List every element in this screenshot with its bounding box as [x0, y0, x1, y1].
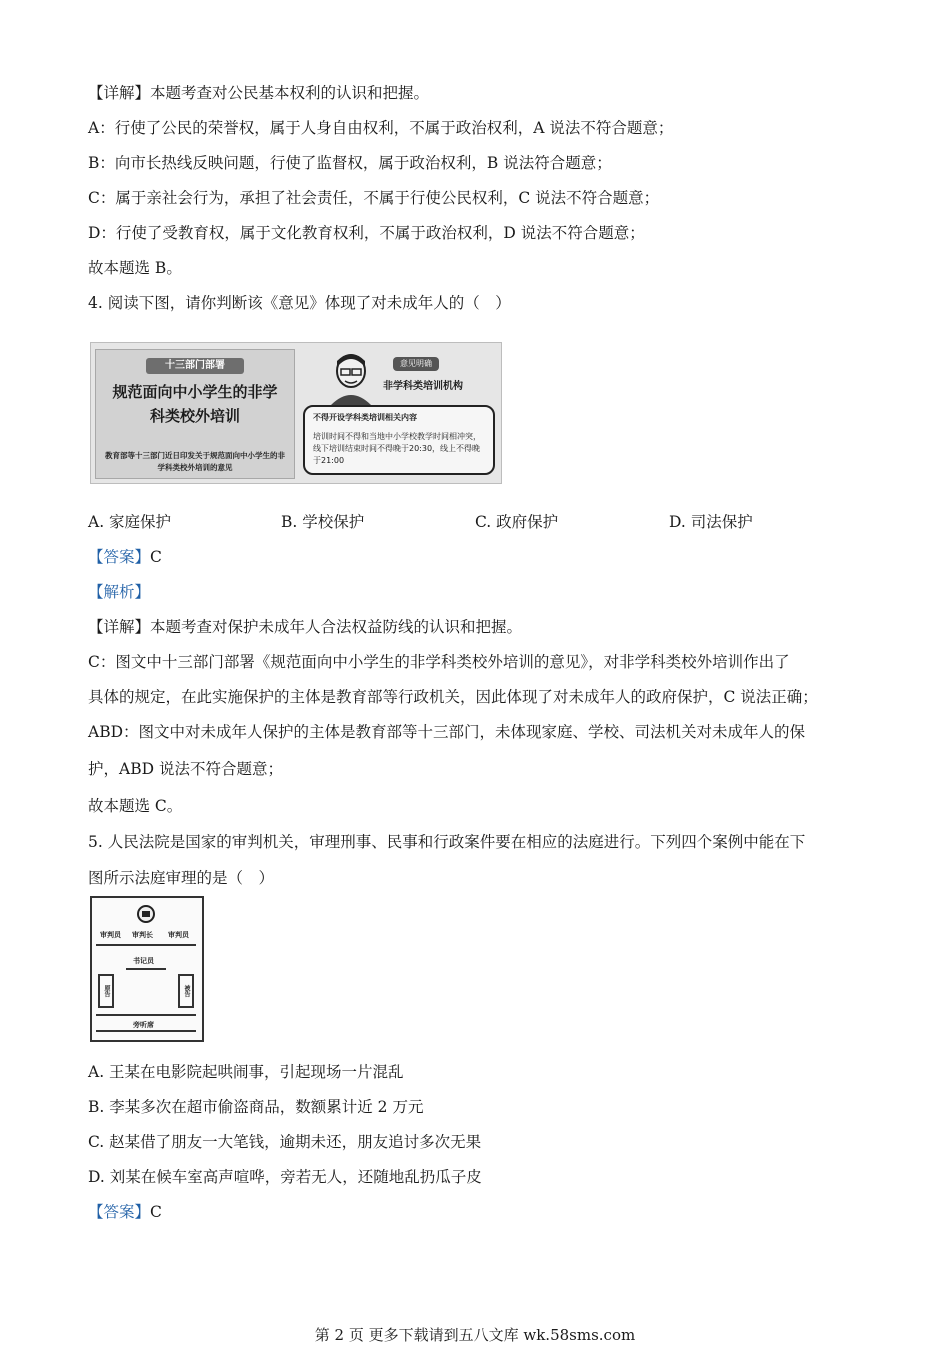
q4-option-c: C. 政府保护 [475, 513, 559, 531]
q4-conclusion: 故本题选 C。 [88, 797, 183, 815]
q3-explain-d: D：行使了受教育权，属于文化教育权利，不属于政治权利，D 说法不符合题意； [88, 224, 645, 242]
gallery-label: 旁听席 [133, 1021, 154, 1029]
answer-value: C [150, 548, 162, 566]
judge-right-label: 审判员 [168, 931, 189, 939]
q4-detail-line [88, 617, 522, 637]
q4-option-b: B. 学校保护 [281, 513, 365, 531]
q3-explain-c: C：属于亲社会行为，承担了社会责任，不属于行使公民权利，C 说法不符合题意； [88, 189, 660, 207]
courtroom-diagram [90, 896, 204, 1042]
figure-tag: 十三部门部署 [146, 358, 244, 374]
q4-analysis-label: 【解析】 [88, 583, 151, 601]
plaintiff-box: 原告 [98, 974, 114, 1008]
bubble-body: 培训时间不得和当地中小学校教学时间相冲突，线下培训结束时间不得晚于20:30，线上不得晚于21:00 [313, 432, 481, 465]
detail-text: 本题考查对公民基本权利的认识和把握。 [150, 84, 430, 102]
figure-poster-left [95, 349, 295, 479]
q4-option-d: D. 司法保护 [669, 513, 753, 531]
q3-explain-a: A：行使了公民的荣誉权，属于人身自由权利，不属于政治权利，A 说法不符合题意； [88, 119, 674, 137]
answer-label: 【答案】 [88, 1203, 151, 1221]
q5-option-b: B. 李某多次在超市偷盗商品，数额累计近 2 万元 [88, 1098, 424, 1116]
chief-judge-label: 审判长 [132, 931, 153, 939]
q4-explain-c-1: C：图文中十三部门部署《规范面向中小学生的非学科类校外培训的意见》，对非学科类校外培训作出了 [88, 653, 790, 671]
judge-left-label: 审判员 [100, 931, 121, 939]
clerk-label: 书记员 [133, 957, 154, 965]
detail-text: 本题考查对保护未成年人合法权益防线的认识和把握。 [150, 618, 523, 636]
q4-explain-c-2: 具体的规定，在此实施保护的主体是教育部等行政机关，因此体现了对未成年人的政府保护，C 说法正确； [88, 688, 818, 706]
speech-bubble [303, 405, 495, 475]
q5-option-a: A. 王某在电影院起哄闹事，引起现场一片混乱 [88, 1063, 404, 1081]
figure-caption: 教育部等十三部门近日印发关于规范面向中小学生的非学科类校外培训的意见 [105, 451, 285, 472]
q5-answer-line [88, 1202, 162, 1222]
q4-figure [90, 342, 502, 484]
q5-option-d: D. 刘某在候车室高声喧哗，旁若无人，还随地乱扔瓜子皮 [88, 1168, 482, 1186]
q4-stem: 4. 阅读下图，请你判断该《意见》体现了对未成年人的（ ） [88, 294, 511, 312]
bench-line [96, 944, 196, 946]
detail-label: 【详解】 [88, 84, 151, 102]
national-emblem-icon [136, 904, 156, 924]
figure-headline: 规范面向中小学生的非学科类校外培训 [112, 383, 278, 425]
q5-option-c: C. 赵某借了朋友一大笔钱，逾期未还，朋友追讨多次无果 [88, 1133, 482, 1151]
defendant-box: 被告 [178, 974, 194, 1008]
bubble-title: 不得开设学科类培训相关内容 [313, 413, 417, 422]
cartoon-person-icon [321, 349, 381, 405]
q4-explain-abd-1: ABD：图文中对未成年人保护的主体是教育部等十三部门，未体现家庭、学校、司法机关对未成年人的保 [88, 723, 806, 741]
bubble-tag: 意见明确 [393, 357, 439, 371]
figure-poster-right [301, 349, 493, 477]
q4-answer-line [88, 547, 162, 567]
bubble-head: 非学科类培训机构 [383, 381, 463, 392]
answer-value: C [150, 1203, 162, 1221]
gallery-line [96, 1030, 196, 1032]
bar-line [96, 1014, 196, 1016]
q4-option-a: A. 家庭保护 [88, 513, 172, 531]
q5-stem-2: 图所示法庭审理的是（ ） [88, 869, 275, 887]
page-footer: 第 2 页 更多下载请到五八文库 wk.58sms.com [314, 1326, 636, 1344]
answer-label: 【答案】 [88, 548, 151, 566]
q3-explain-b: B：向市长热线反映问题，行使了监督权，属于政治权利，B 说法符合题意； [88, 154, 612, 172]
q3-conclusion: 故本题选 B。 [88, 259, 182, 277]
q5-stem-1: 5. 人民法院是国家的审判机关，审理刑事、民事和行政案件要在相应的法庭进行。下列四个案例中能在下 [88, 833, 806, 851]
detail-label: 【详解】 [88, 618, 151, 636]
clerk-desk-line [126, 968, 166, 970]
q3-detail-line [88, 83, 429, 103]
q4-explain-abd-2: 护，ABD 说法不符合题意； [88, 760, 283, 778]
